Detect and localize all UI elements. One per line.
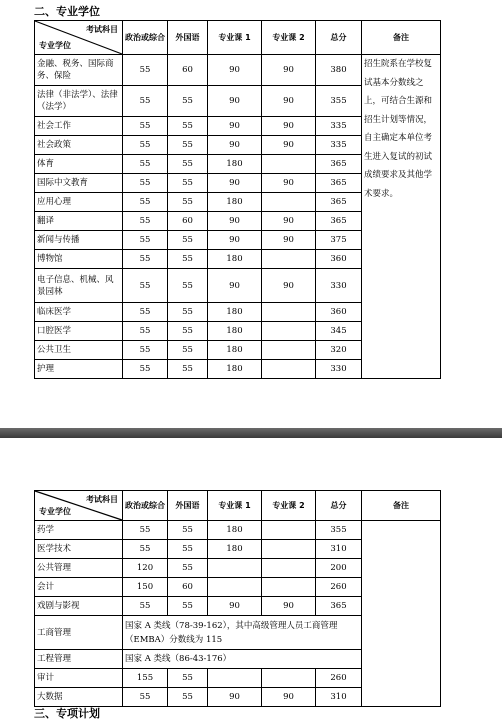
course1-score: 90: [208, 174, 262, 193]
header-course2: 专业课 2: [262, 491, 316, 521]
total-score: 335: [316, 117, 362, 136]
total-score: 365: [316, 597, 362, 616]
course2-score: [262, 559, 316, 578]
course1-score: [208, 669, 262, 688]
course1-score: 180: [208, 540, 262, 559]
major-name: 戏剧与影视: [35, 597, 123, 616]
course2-score: [262, 578, 316, 597]
header-corner-top: 考试科目: [86, 495, 118, 504]
total-score: 365: [316, 155, 362, 174]
course1-score: 90: [208, 212, 262, 231]
header-total: 总分: [316, 491, 362, 521]
national-line-note: 国家 A 类线（86-43-176）: [123, 650, 362, 669]
course2-score: [262, 360, 316, 379]
course1-score: 180: [208, 521, 262, 540]
politics-score: 55: [123, 597, 168, 616]
major-name: 公共卫生: [35, 341, 123, 360]
total-score: 355: [316, 86, 362, 117]
major-name: 国际中文教育: [35, 174, 123, 193]
major-name: 法律（非法学）、法律（法学）: [35, 86, 123, 117]
major-name: 应用心理: [35, 193, 123, 212]
major-name: 社会工作: [35, 117, 123, 136]
course2-score: 90: [262, 212, 316, 231]
total-score: 375: [316, 231, 362, 250]
course2-score: 90: [262, 231, 316, 250]
course2-score: [262, 540, 316, 559]
foreign-language-score: 55: [168, 155, 208, 174]
politics-score: 55: [123, 117, 168, 136]
foreign-language-score: 55: [168, 521, 208, 540]
foreign-language-score: 55: [168, 269, 208, 303]
course1-score: 90: [208, 117, 262, 136]
course2-score: 90: [262, 688, 316, 707]
major-name: 药学: [35, 521, 123, 540]
header-corner-top: 考试科目: [86, 25, 118, 34]
foreign-language-score: 55: [168, 117, 208, 136]
course1-score: 180: [208, 155, 262, 174]
course2-score: [262, 322, 316, 341]
major-name: 电子信息、机械、风景园林: [35, 269, 123, 303]
course1-score: [208, 559, 262, 578]
major-name: 体育: [35, 155, 123, 174]
header-course1: 专业课 1: [208, 491, 262, 521]
foreign-language-score: 55: [168, 193, 208, 212]
total-score: 355: [316, 521, 362, 540]
politics-score: 55: [123, 86, 168, 117]
course2-score: 90: [262, 269, 316, 303]
total-score: 310: [316, 540, 362, 559]
total-score: 330: [316, 269, 362, 303]
header-foreign: 外国语: [168, 21, 208, 55]
major-name: 新闻与传播: [35, 231, 123, 250]
page-two: [0, 438, 502, 720]
total-score: 335: [316, 136, 362, 155]
course2-score: 90: [262, 55, 316, 86]
course2-score: 90: [262, 174, 316, 193]
page-separator: [0, 428, 502, 438]
politics-score: 55: [123, 136, 168, 155]
major-name: 博物馆: [35, 250, 123, 269]
table-row: [35, 521, 441, 540]
total-score: 310: [316, 688, 362, 707]
politics-score: 55: [123, 174, 168, 193]
politics-score: 150: [123, 578, 168, 597]
course2-score: [262, 341, 316, 360]
total-score: 365: [316, 174, 362, 193]
score-table-one: [34, 20, 441, 379]
foreign-language-score: 55: [168, 341, 208, 360]
major-name: 审计: [35, 669, 123, 688]
politics-score: 55: [123, 155, 168, 174]
major-name: 社会政策: [35, 136, 123, 155]
header-corner-bottom: 专业学位: [39, 41, 71, 50]
major-name: 工程管理: [35, 650, 123, 669]
foreign-language-score: 55: [168, 688, 208, 707]
score-table-two: [34, 490, 441, 707]
foreign-language-score: 55: [168, 136, 208, 155]
course1-score: 180: [208, 322, 262, 341]
header-corner-bottom: 专业学位: [39, 507, 71, 516]
foreign-language-score: 55: [168, 174, 208, 193]
foreign-language-score: 55: [168, 250, 208, 269]
total-score: 365: [316, 212, 362, 231]
foreign-language-score: 55: [168, 303, 208, 322]
foreign-language-score: 55: [168, 322, 208, 341]
foreign-language-score: 55: [168, 669, 208, 688]
course2-score: [262, 250, 316, 269]
header-foreign: 外国语: [168, 491, 208, 521]
header-course1: 专业课 1: [208, 21, 262, 55]
politics-score: 55: [123, 341, 168, 360]
foreign-language-score: 55: [168, 559, 208, 578]
politics-score: 55: [123, 269, 168, 303]
politics-score: 120: [123, 559, 168, 578]
total-score: 380: [316, 55, 362, 86]
header-remark: 备注: [362, 21, 441, 55]
course1-score: 90: [208, 231, 262, 250]
total-score: 200: [316, 559, 362, 578]
course1-score: 90: [208, 269, 262, 303]
politics-score: 55: [123, 688, 168, 707]
remark-note: 招生院系在学校复试基本分数线之上，可结合生源和招生计划等情况，自主确定本单位考生进入复试的初试成绩要求及其他学术要求。: [362, 55, 441, 379]
total-score: 260: [316, 669, 362, 688]
major-name: 临床医学: [35, 303, 123, 322]
course2-score: [262, 669, 316, 688]
foreign-language-score: 60: [168, 212, 208, 231]
politics-score: 55: [123, 322, 168, 341]
foreign-language-score: 55: [168, 540, 208, 559]
header-remark: 备注: [362, 491, 441, 521]
total-score: 360: [316, 250, 362, 269]
course1-score: 180: [208, 303, 262, 322]
total-score: 320: [316, 341, 362, 360]
remark-empty: [362, 521, 441, 707]
table-row: [35, 55, 441, 86]
course1-score: 180: [208, 250, 262, 269]
course2-score: 90: [262, 86, 316, 117]
politics-score: 55: [123, 540, 168, 559]
major-name: 公共管理: [35, 559, 123, 578]
politics-score: 55: [123, 212, 168, 231]
major-name: 会计: [35, 578, 123, 597]
politics-score: 55: [123, 55, 168, 86]
total-score: 360: [316, 303, 362, 322]
header-total: 总分: [316, 21, 362, 55]
major-name: 金融、税务、国际商务、保险: [35, 55, 123, 86]
course2-score: 90: [262, 136, 316, 155]
course2-score: 90: [262, 117, 316, 136]
course1-score: 180: [208, 341, 262, 360]
politics-score: 55: [123, 231, 168, 250]
course1-score: 180: [208, 360, 262, 379]
major-name: 口腔医学: [35, 322, 123, 341]
total-score: 345: [316, 322, 362, 341]
foreign-language-score: 55: [168, 86, 208, 117]
course2-score: [262, 193, 316, 212]
course1-score: 90: [208, 597, 262, 616]
header-corner: [35, 491, 123, 521]
politics-score: 55: [123, 303, 168, 322]
course1-score: [208, 578, 262, 597]
course2-score: [262, 155, 316, 174]
foreign-language-score: 55: [168, 231, 208, 250]
politics-score: 55: [123, 250, 168, 269]
course2-score: [262, 303, 316, 322]
foreign-language-score: 55: [168, 360, 208, 379]
course1-score: 90: [208, 688, 262, 707]
total-score: 260: [316, 578, 362, 597]
header-course2: 专业课 2: [262, 21, 316, 55]
course2-score: [262, 521, 316, 540]
section-title: 二、专业学位: [34, 5, 100, 18]
major-name: 工商管理: [35, 616, 123, 650]
foreign-language-score: 60: [168, 55, 208, 86]
total-score: 330: [316, 360, 362, 379]
header-politics: 政治或综合: [123, 21, 168, 55]
politics-score: 55: [123, 193, 168, 212]
politics-score: 55: [123, 521, 168, 540]
major-name: 大数据: [35, 688, 123, 707]
course1-score: 90: [208, 136, 262, 155]
foreign-language-score: 60: [168, 578, 208, 597]
next-section-title: 三、专项计划: [34, 707, 100, 720]
course2-score: 90: [262, 597, 316, 616]
total-score: 365: [316, 193, 362, 212]
foreign-language-score: 55: [168, 597, 208, 616]
major-name: 医学技术: [35, 540, 123, 559]
header-corner: [35, 21, 123, 55]
politics-score: 155: [123, 669, 168, 688]
major-name: 护理: [35, 360, 123, 379]
course1-score: 90: [208, 55, 262, 86]
major-name: 翻译: [35, 212, 123, 231]
header-politics: 政治或综合: [123, 491, 168, 521]
politics-score: 55: [123, 360, 168, 379]
course1-score: 90: [208, 86, 262, 117]
course1-score: 180: [208, 193, 262, 212]
national-line-note: 国家 A 类线（78-39-162），其中高级管理人员工商管理（EMBA）分数线为 115: [123, 616, 362, 650]
